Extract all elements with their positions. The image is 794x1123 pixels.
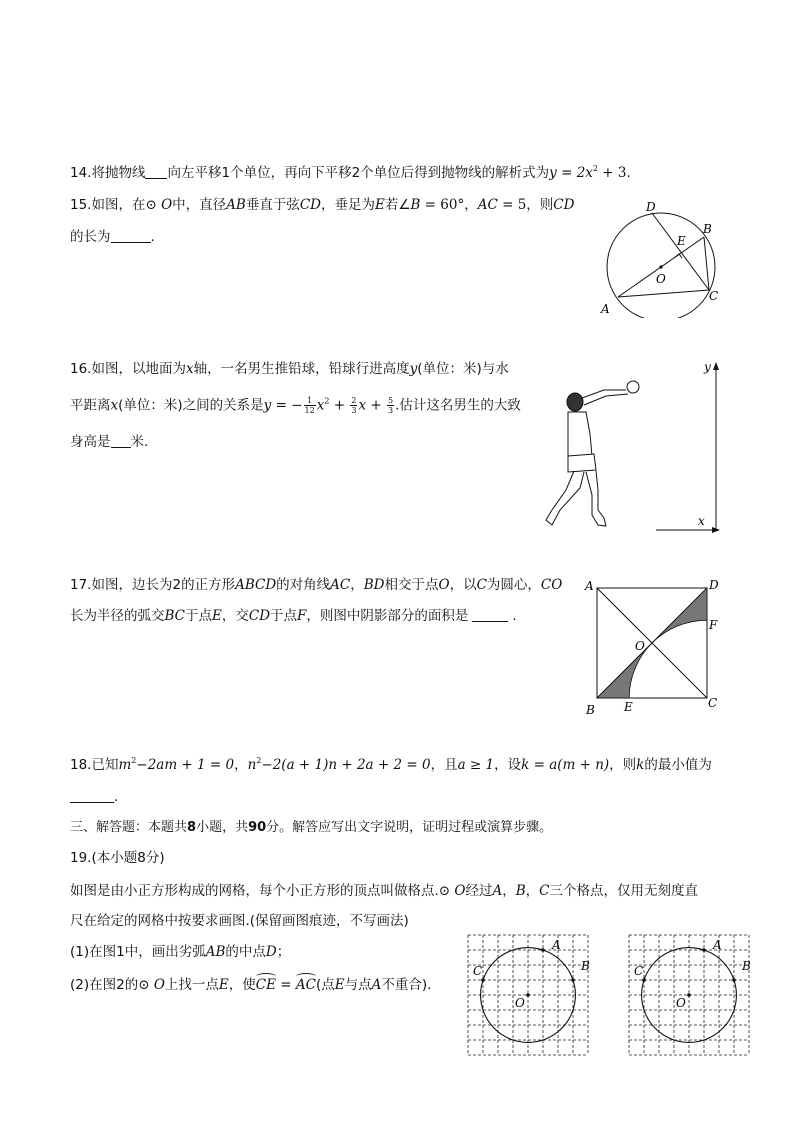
label-A: A <box>601 302 610 316</box>
point-A <box>541 948 545 952</box>
question-17-line-2: 长为半径的弧交BC于点E，交CD于点F，则图中阴影部分的面积是 . <box>70 608 517 624</box>
label-E: E <box>624 700 633 714</box>
q16-shot-put-figure <box>538 360 723 535</box>
label-B: B <box>581 959 590 973</box>
label-O: O <box>656 272 666 286</box>
point-B <box>571 978 575 982</box>
point-C <box>481 978 485 982</box>
point-O <box>526 993 530 997</box>
point-A <box>702 948 706 952</box>
question-19-line-1: 如图是由小正方形构成的网格，每个小正方形的顶点叫做格点.⊙ O经过A，B，C三个格点，仅用无刻度直 <box>70 883 698 899</box>
label-F: F <box>709 618 718 632</box>
label-D: D <box>709 578 719 592</box>
question-18-line-2: . <box>70 788 118 806</box>
label-C: C <box>634 964 644 978</box>
question-14: 14.将抛物线 向左平移1个单位，再向下平移2个单位后得到抛物线的解析式为$y = 2x^2 + 3$. <box>70 164 631 181</box>
question-15-line-1: 15.如图，在⊙ O中，直径AB垂直于弦CD，垂足为E若∠B = 60°，AC = 5，则CD <box>70 197 575 213</box>
question-19-part-1: (1)在图1中，画出劣弧AB的中点D； <box>70 944 291 960</box>
label-B: B <box>742 959 751 973</box>
label-A: A <box>713 938 722 952</box>
answer-blank[interactable] <box>70 788 114 803</box>
label-x-axis: x <box>698 514 705 528</box>
q19-grid-figure-2 <box>627 933 751 1057</box>
point-C <box>642 978 646 982</box>
question-16-line-3: 身高是 米. <box>70 434 149 450</box>
answer-blank[interactable] <box>472 607 508 622</box>
label-E: E <box>677 234 686 248</box>
answer-blank[interactable] <box>111 433 131 448</box>
question-16-line-2: 平距离x(单位：米)之间的关系是y = − $\frac{1}{12}$ $x^2$ + $\frac{2}{3}$ x + $\frac{5}{3}$ .估计这名男生的大致 <box>70 396 521 415</box>
label-O: O <box>515 996 525 1010</box>
label-A: A <box>585 579 594 593</box>
point-B <box>732 978 736 982</box>
label-D: D <box>646 200 656 214</box>
question-19-line-2: 尺在给定的网格中按要求画图.(保留画图痕迹，不写画法) <box>70 913 409 929</box>
question-19-heading: 19.(本小题8分) <box>70 850 165 866</box>
label-O: O <box>635 639 645 653</box>
q19-grid-figure-1 <box>466 933 590 1057</box>
q15-circle-figure <box>596 196 736 318</box>
label-A: A <box>552 938 561 952</box>
answer-blank[interactable] <box>145 164 167 179</box>
fraction: $\frac{2}{3}$ <box>351 396 357 415</box>
answer-blank[interactable] <box>111 228 151 243</box>
point-O <box>687 993 691 997</box>
label-C: C <box>708 696 718 710</box>
label-C: C <box>473 964 483 978</box>
q17-square-figure <box>582 576 722 718</box>
label-O: O <box>676 996 686 1010</box>
question-16-line-1: 16.如图，以地面为x轴，一名男生推铅球，铅球行进高度y(单位：米)与水 <box>70 361 509 377</box>
section-3-heading: 三、解答题：本题共8小题，共90分。解答应写出文字说明，证明过程或演算步骤。 <box>70 820 553 835</box>
label-y-axis: y <box>704 360 711 374</box>
question-15-line-2: 的长为 . <box>70 229 155 245</box>
question-19-part-2: (2)在图2的⊙ O上找一点E，使CE = AC(点E与点A不重合). <box>70 977 432 993</box>
label-C: C <box>709 289 719 303</box>
athlete-icon <box>546 381 639 526</box>
question-17-line-1: 17.如图，边长为2的正方形ABCD的对角线AC，BD相交于点O，以C为圆心，CO <box>70 577 563 593</box>
label-B: B <box>586 703 595 717</box>
fraction: $\frac{5}{3}$ <box>387 396 394 415</box>
label-B: B <box>703 222 712 236</box>
fraction: $\frac{1}{12}$ <box>304 396 315 415</box>
question-18-line-1: 18.已知$m^2-2am + 1 = 0$，$n^2-2(a + 1)n + 2a + 2 = 0$，且a ≥ 1，设k = a(m + n)，则k的最小值为 <box>70 756 712 773</box>
